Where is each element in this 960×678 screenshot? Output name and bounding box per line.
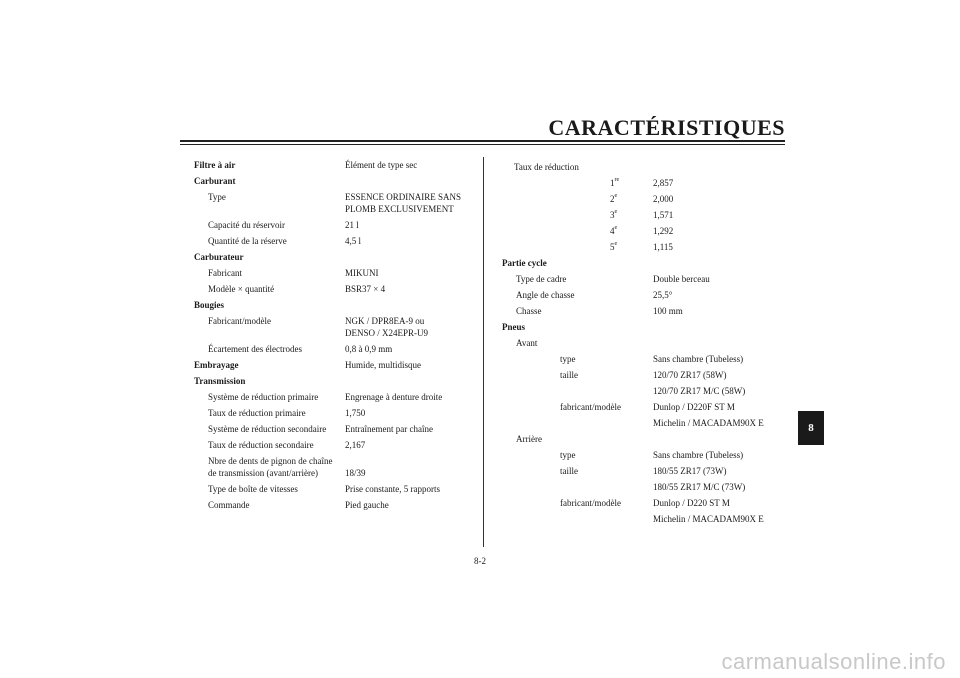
spec-value: 180/55 ZR17 (73W) xyxy=(653,466,727,476)
section-heading: Pneus xyxy=(502,322,526,332)
spec-label: type xyxy=(560,450,576,460)
spec-label: Fabricant xyxy=(208,268,242,278)
spec-label: Nbre de dents de pignon de chaîne xyxy=(208,456,333,466)
spec-value: 180/55 ZR17 M/C (73W) xyxy=(653,482,746,492)
spec-value: Michelin / MACADAM90X E xyxy=(653,418,764,428)
subsection-label: Arrière xyxy=(516,434,542,444)
gear-value: 1,571 xyxy=(653,210,674,220)
spec-label: Type de boîte de vitesses xyxy=(208,484,298,494)
spec-value: 18/39 xyxy=(345,468,366,478)
spec-label: de transmission (avant/arrière) xyxy=(208,468,318,478)
spec-value: 25,5° xyxy=(653,290,673,300)
column-divider xyxy=(483,157,484,547)
spec-value: ESSENCE ORDINAIRE SANS xyxy=(345,192,462,202)
section-heading: Carburant xyxy=(194,176,236,186)
title-rule xyxy=(180,140,785,142)
gear-label: 5e xyxy=(610,241,618,252)
spec-label: fabricant/modèle xyxy=(560,498,621,508)
section-heading: Embrayage xyxy=(194,360,239,370)
spec-value: Pied gauche xyxy=(345,500,389,510)
section-heading: Bougies xyxy=(194,300,225,310)
gear-value: 2,000 xyxy=(653,194,674,204)
spec-label: Fabricant/modèle xyxy=(208,316,271,326)
gear-label: 1re xyxy=(610,177,620,188)
section-heading: Transmission xyxy=(194,376,246,386)
spec-value: MIKUNI xyxy=(345,268,379,278)
spec-label: Commande xyxy=(208,500,250,510)
spec-value: BSR37 × 4 xyxy=(345,284,386,294)
spec-label: Taux de réduction secondaire xyxy=(208,440,314,450)
spec-label: taille xyxy=(560,370,578,380)
spec-value: Dunlop / D220 ST M xyxy=(653,498,730,508)
section-heading: Carburateur xyxy=(194,252,244,262)
chapter-tab: 8 xyxy=(798,411,824,445)
gear-label: 3e xyxy=(610,209,618,220)
spec-value: Entraînement par chaîne xyxy=(345,424,433,434)
spec-value: Prise constante, 5 rapports xyxy=(345,484,440,494)
spec-value: 2,167 xyxy=(345,440,366,450)
spec-value: Humide, multidisque xyxy=(345,360,421,370)
spec-label: Écartement des électrodes xyxy=(208,344,302,354)
spec-label: fabricant/modèle xyxy=(560,402,621,412)
title-rule-thin xyxy=(180,144,785,145)
gear-value: 1,292 xyxy=(653,226,674,236)
gear-value: 2,857 xyxy=(653,178,674,188)
spec-label: Modèle × quantité xyxy=(208,284,275,294)
spec-label: Angle de chasse xyxy=(516,290,575,300)
spec-label: taille xyxy=(560,466,578,476)
spec-label: Chasse xyxy=(516,306,542,316)
spec-label: Quantité de la réserve xyxy=(208,236,287,246)
gear-label: 4e xyxy=(610,225,618,236)
spec-label: Système de réduction secondaire xyxy=(208,424,327,434)
gear-label: 2e xyxy=(610,193,618,204)
spec-value: 4,5 l xyxy=(345,236,362,246)
spec-value: Double berceau xyxy=(653,274,710,284)
spec-value: NGK / DPR8EA-9 ou xyxy=(345,316,425,326)
page-number: 8-2 xyxy=(474,556,486,566)
spec-value: 0,8 à 0,9 mm xyxy=(345,344,393,354)
spec-label: Type xyxy=(208,192,226,202)
spec-value: 120/70 ZR17 M/C (58W) xyxy=(653,386,746,396)
section-heading: Partie cycle xyxy=(502,258,547,268)
spec-value: Sans chambre (Tubeless) xyxy=(653,450,744,460)
spec-label: Taux de réduction xyxy=(514,162,579,172)
gear-value: 1,115 xyxy=(653,242,673,252)
spec-value: DENSO / X24EPR-U9 xyxy=(345,328,429,338)
spec-value: Engrenage à denture droite xyxy=(345,392,443,402)
subsection-label: Avant xyxy=(516,338,538,348)
spec-label: Filtre à air xyxy=(194,160,236,170)
spec-label: Type de cadre xyxy=(516,274,567,284)
spec-value: Michelin / MACADAM90X E xyxy=(653,514,764,524)
watermark: carmanualsonline.info xyxy=(721,649,946,674)
spec-value: Élément de type sec xyxy=(345,160,418,170)
spec-value: Dunlop / D220F ST M xyxy=(653,402,735,412)
spec-value: 1,750 xyxy=(345,408,366,418)
spec-value: 120/70 ZR17 (58W) xyxy=(653,370,727,380)
spec-label: Taux de réduction primaire xyxy=(208,408,306,418)
spec-value: 21 l xyxy=(345,220,359,230)
spec-value: PLOMB EXCLUSIVEMENT xyxy=(345,204,454,214)
spec-label: type xyxy=(560,354,576,364)
spec-label: Système de réduction primaire xyxy=(208,392,319,402)
spec-value: Sans chambre (Tubeless) xyxy=(653,354,744,364)
spec-label: Capacité du réservoir xyxy=(208,220,285,230)
spec-value: 100 mm xyxy=(653,306,683,316)
page-title: CARACTÉRISTIQUES xyxy=(548,115,785,140)
